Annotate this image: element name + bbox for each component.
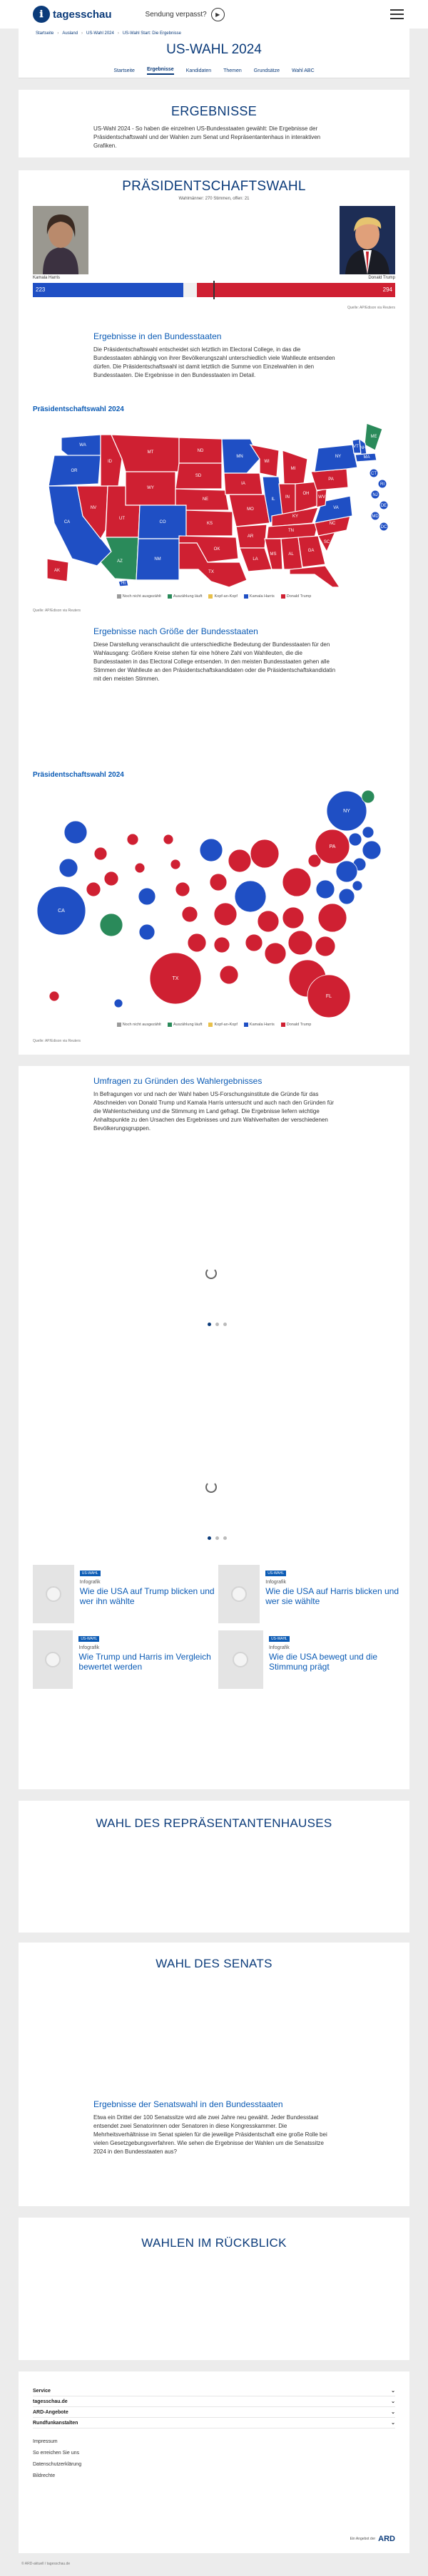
state-label-il: IL: [271, 497, 275, 502]
bubble-source: Quelle: AP/Edison via Reuters: [33, 1039, 81, 1043]
legend-item: Donald Trump: [281, 1023, 312, 1027]
polls-section: [19, 1066, 409, 1789]
play-icon: ▶: [211, 8, 225, 21]
state-label-md: MD: [372, 514, 379, 519]
bubble-az[interactable]: [100, 914, 123, 936]
bubble-sd[interactable]: [170, 859, 180, 869]
states-legend: [19, 594, 409, 599]
teaser-card[interactable]: [33, 1630, 218, 1689]
bubble-mo[interactable]: [214, 903, 237, 926]
polls-heading: Umfragen zu Gründen des Wahlergebnisses: [93, 1076, 263, 1086]
state-label-de: DE: [380, 504, 387, 508]
presidential-subtitle: Wahlmänner: 270 Stimmen, offen: 21: [178, 197, 250, 201]
menu-icon[interactable]: [390, 9, 404, 19]
size-text-block: [93, 626, 336, 683]
carousel-dots[interactable]: [208, 1323, 227, 1326]
us-states-map[interactable]: [33, 416, 395, 587]
bubble-ut[interactable]: [104, 871, 118, 886]
teaser-card[interactable]: [218, 1630, 404, 1689]
state-label-dc: DC: [380, 525, 387, 529]
loading-spinner: [205, 1268, 217, 1279]
bubble-label: FL: [325, 994, 332, 999]
electoral-bar: [33, 283, 395, 297]
breadcrumb-item[interactable]: Startseite: [36, 31, 54, 36]
missed-broadcast-label: Sendung verpasst?: [145, 10, 207, 19]
state-label-ky: KY: [292, 514, 299, 519]
breadcrumb-item[interactable]: Ausland: [62, 31, 78, 36]
logo-icon: ℹ: [33, 6, 50, 23]
state-label-nj: NJ: [372, 493, 378, 497]
states-text: Die Präsidentschaftswahl entscheidet sich letztlich im Electoral College, in das die Bundesstaaten abhängig von ihrer Bevölkerungszahl unterschiedlich viele Wahlleute entsenden dürfen. Die Präsidentschaftswahl ist damit letztlich die Summe von Einzelwahlen in den Bundesstaaten. Die Ergebnisse in den Bundesstaaten im Detail.: [93, 346, 335, 378]
breadcrumb: Startseite › Ausland › US-Wahl 2024 › US-Wahl Start: Die Ergebnisse: [36, 31, 181, 36]
state-label-nm: NM: [154, 557, 161, 562]
bubble-wi[interactable]: [228, 849, 251, 872]
senate-heading: WAHL DES SENATS: [156, 1957, 272, 1970]
bubble-or[interactable]: [59, 859, 78, 877]
legend-item: Noch nicht ausgezählt: [117, 1023, 161, 1027]
bubble-me[interactable]: [362, 790, 374, 803]
state-label-pa: PA: [328, 477, 334, 482]
states-heading: Ergebnisse in den Bundesstaaten: [93, 331, 222, 341]
presidential-source: Quelle: AP/Edison via Reuters: [347, 306, 395, 310]
bubble-la[interactable]: [220, 966, 238, 984]
footer-accordion[interactable]: ARD-Angebote ⌄: [33, 2407, 395, 2418]
teaser-image-placeholder: [33, 1565, 74, 1623]
bubble-ok[interactable]: [188, 933, 206, 952]
legend-item: Kamala Harris: [244, 594, 275, 599]
state-label-co: CO: [159, 520, 166, 524]
teaser-title: Wie die USA bewegt und die Stimmung prägt: [268, 1652, 378, 1672]
bubble-ky[interactable]: [282, 907, 304, 929]
bubble-nj[interactable]: [336, 861, 357, 882]
state-az[interactable]: [101, 537, 138, 580]
state-label-nd: ND: [197, 449, 204, 453]
state-label-ms: MS: [270, 552, 277, 557]
teaser-kicker: Infografik: [79, 1580, 101, 1585]
teaser-title: Wie die USA auf Trump blicken und wer ihn wählte: [79, 1586, 215, 1606]
state-label-az: AZ: [117, 559, 123, 564]
state-label-ar: AR: [247, 534, 254, 539]
bubble-label: PA: [329, 844, 336, 849]
state-label-wv: WV: [318, 495, 325, 500]
teaser-image-placeholder: [218, 1565, 260, 1623]
tab-themen[interactable]: Themen: [223, 68, 242, 73]
bubble-wy[interactable]: [135, 863, 145, 873]
legend-item: Kamala Harris: [244, 1023, 275, 1027]
bubble-ak[interactable]: [49, 991, 59, 1001]
section-nav: [19, 64, 409, 78]
size-heading: Ergebnisse nach Größe der Bundesstaaten: [93, 626, 258, 636]
bubble-va[interactable]: [316, 880, 335, 899]
tab-kandidaten[interactable]: Kandidaten: [185, 68, 212, 73]
footer-link[interactable]: Datenschutzerklärung: [33, 2461, 82, 2467]
state-label-ma: MA: [363, 455, 370, 460]
bubble-sc[interactable]: [315, 936, 335, 956]
teaser-title: Wie die USA auf Harris blicken und wer sie wählte: [265, 1586, 399, 1606]
house-heading: WAHL DES REPRÄSENTANTENHAUSES: [96, 1816, 332, 1830]
harris-votes: 223: [36, 286, 46, 293]
footer-accordion[interactable]: tagesschau.de ⌄: [33, 2396, 395, 2407]
review-section: [19, 2218, 409, 2360]
chevron-down-icon: ⌄: [391, 2421, 395, 2426]
ard-logo: ARD: [378, 2535, 395, 2543]
ard-prefix: Ein Angebot der: [350, 2537, 376, 2541]
bubble-mi[interactable]: [250, 839, 279, 868]
state-label-hi: HI: [121, 581, 126, 586]
bubble-al[interactable]: [265, 943, 286, 964]
bubble-ia[interactable]: [210, 874, 227, 891]
teaser-kicker: Infografik: [265, 1580, 287, 1585]
state-label-ri: RI: [380, 482, 384, 487]
bubble-legend: [19, 1023, 409, 1027]
states-text-block: [93, 331, 336, 380]
bubble-de[interactable]: [352, 881, 362, 891]
state-label-ca: CA: [63, 520, 71, 524]
majority-marker: [213, 281, 215, 299]
teaser-image-placeholder: [218, 1630, 263, 1689]
state-label-mi: MI: [290, 467, 296, 471]
trump-electoral-bar: [197, 283, 395, 297]
ard-badge[interactable]: [350, 2535, 395, 2543]
presidential-heading: PRÄSIDENTSCHAFTSWAHL: [122, 179, 306, 194]
senate-text-block: [93, 2099, 336, 2156]
copyright: © ARD-aktuell / tagesschau.de: [21, 2562, 71, 2566]
legend-item: Kopf-an-Kopf: [208, 594, 237, 599]
bubble-vt[interactable]: [349, 833, 362, 846]
bubble-md[interactable]: [339, 889, 355, 904]
state-label-mo: MO: [247, 507, 254, 512]
state-label-fl: FL: [312, 576, 317, 580]
breadcrumb-item[interactable]: US-Wahl 2024: [86, 31, 114, 36]
bubble-nv[interactable]: [86, 882, 101, 896]
tab-startseite[interactable]: Startseite: [113, 68, 135, 73]
breadcrumb-item: US-Wahl Start: Die Ergebnisse: [122, 31, 181, 36]
tab-grundsaetze[interactable]: Grundsätze: [253, 68, 280, 73]
bubble-tn[interactable]: [288, 931, 312, 955]
state-label-ne: NE: [202, 497, 209, 502]
bubble-nc[interactable]: [318, 904, 347, 932]
bubble-oh[interactable]: [282, 868, 311, 896]
bubble-map[interactable]: [33, 782, 395, 1018]
chevron-down-icon: ⌄: [391, 2410, 395, 2415]
results-heading: ERGEBNISSE: [170, 104, 258, 118]
state-label-va: VA: [333, 506, 339, 510]
state-label-nv: NV: [90, 506, 97, 510]
teaser-badge: US-WAHL: [265, 1571, 286, 1576]
legend-item: Noch nicht ausgezählt: [117, 594, 161, 599]
polls-text: In Befragungen vor und nach der Wahl haben US-Forschungsinstitute die Gründe für das Abschneiden von Donald Trump und Kamala Harris untersucht und auch nach den Gründen für die Wahlentscheidung und die Stimmung im Land gefragt. Die Ergebnisse liefern wichtige Anhaltspunkte zu den Ursachen des Ergebnisses und zum Wahlverhalten der verschiedenen Bevölkerungsgruppen.: [93, 1091, 335, 1132]
harris-electoral-bar: [33, 283, 183, 297]
logo-text: tagesschau: [53, 8, 112, 21]
states-map-title: Präsidentschaftswahl 2024: [33, 405, 124, 413]
teaser-card[interactable]: [218, 1565, 404, 1623]
bubble-co[interactable]: [138, 888, 156, 905]
bubble-mt[interactable]: [127, 834, 138, 845]
teaser-kicker: Infografik: [268, 1645, 290, 1650]
results-intro-text: US-Wahl 2024 - So haben die einzelnen US-Bundesstaaten gewählt: Die Ergebnisse der Präsidentschaftswahl und der Wahlen zum Senat und Repräsentantenhaus in interaktiven Grafiken.: [93, 125, 321, 149]
state-label-ny: NY: [335, 455, 342, 459]
teaser-title: Wie Trump und Harris im Vergleich bewertet werden: [78, 1652, 211, 1672]
state-label-sd: SD: [195, 474, 202, 478]
tab-ergebnisse[interactable]: Ergebnisse: [147, 67, 174, 75]
bubble-label: TX: [172, 976, 179, 981]
site-logo[interactable]: [33, 6, 112, 23]
site-header: [0, 0, 428, 29]
teaser-card[interactable]: [33, 1565, 218, 1623]
state-label-ia: IA: [241, 482, 245, 486]
tab-wahl-abc[interactable]: Wahl ABC: [291, 68, 315, 73]
page-title: US-WAHL 2024: [166, 42, 262, 57]
senate-text: Etwa ein Drittel der 100 Senatssitze wird alle zwei Jahre neu gewählt. Jeder Bundesstaat entsendet zwei Senatorinnen oder Senatoren in diese Kongresskammer. Die Mehrheitsverhältnisse im Senat spielen für die jeweilige Präsidentschaft eine große Rolle bei vielen Gesetzgebungsverfahren. Wie sehen die Ergebnisse der Wahlen um die Senatssitze 2024 in den Bundesstaaten aus?: [93, 2114, 327, 2155]
bubble-wa[interactable]: [64, 821, 87, 844]
senate-section: [19, 1943, 409, 2206]
bubble-label: CA: [58, 909, 65, 914]
state-label-me: ME: [370, 435, 377, 439]
review-heading: WAHLEN IM RÜCKBLICK: [141, 2236, 287, 2250]
footer-link[interactable]: So erreichen Sie uns: [33, 2450, 79, 2456]
state-label-wy: WY: [147, 486, 154, 490]
state-label-in: IN: [285, 495, 290, 500]
legend-item: Donald Trump: [281, 594, 312, 599]
house-section: [19, 1801, 409, 1933]
footer-link[interactable]: Bildrechte: [33, 2473, 56, 2478]
state-label-al: AL: [288, 552, 294, 557]
state-label-wa: WA: [79, 443, 86, 448]
state-label-ga: GA: [307, 549, 315, 553]
legend-item: Kopf-an-Kopf: [208, 1023, 237, 1027]
chevron-down-icon: ⌄: [391, 2399, 395, 2404]
state-label-or: OR: [71, 469, 78, 473]
footer-link[interactable]: Impressum: [33, 2438, 58, 2444]
bubble-in[interactable]: [258, 911, 279, 932]
state-label-mn: MN: [236, 455, 243, 459]
footer-accordion[interactable]: Rundfunkanstalten ⌄: [33, 2418, 395, 2428]
trump-votes: 294: [382, 286, 392, 293]
results-intro: [19, 90, 409, 157]
bubble-section: [19, 770, 409, 1055]
presidential-section: [19, 170, 409, 771]
state-label-la: LA: [253, 557, 258, 562]
bubble-il[interactable]: [235, 881, 266, 912]
state-label-nc: NC: [329, 522, 336, 526]
bubble-mn[interactable]: [200, 839, 223, 862]
senate-states-heading: Ergebnisse der Senatswahl in den Bundesstaaten: [93, 2099, 283, 2109]
state-label-ut: UT: [119, 517, 125, 521]
bubble-nm[interactable]: [139, 924, 155, 940]
title-block: [19, 29, 409, 78]
polls-text-block: [93, 1076, 336, 1133]
size-text: Diese Darstellung veranschaulicht die unterschiedliche Bedeutung der Bundesstaaten für den Wahlausgang: Größere Kreise stehen für eine höhere Zahl von Wahlleuten, die die Bundesstaaten in das Electoral College entsenden. In den meisten Bundesstaaten gehen alle Stimmen der Wahlleute an den Präsidentschaftskandidaten oder die Präsidentschaftskandidatin mit den meisten Stimmen.: [93, 641, 336, 682]
state-label-ok: OK: [213, 547, 220, 552]
teaser-kicker: Infografik: [78, 1645, 100, 1650]
state-label-tn: TN: [288, 529, 294, 533]
teaser-badge: US-WAHL: [78, 1636, 99, 1642]
state-label-sc: SC: [323, 540, 330, 544]
bubble-ms[interactable]: [245, 934, 263, 951]
harris-photo: [33, 206, 88, 274]
teaser-badge: US-WAHL: [80, 1571, 101, 1576]
teaser-badge: US-WAHL: [269, 1636, 290, 1642]
state-label-mt: MT: [147, 450, 154, 455]
harris-name: Kamala Harris: [33, 276, 61, 280]
bubble-ar[interactable]: [214, 937, 230, 953]
bubble-ks[interactable]: [182, 906, 198, 922]
trump-name: Donald Trump: [368, 276, 395, 280]
site-footer: [19, 2371, 409, 2553]
bubble-nd[interactable]: [163, 834, 173, 844]
bubble-ne[interactable]: [175, 882, 190, 896]
loading-spinner: [205, 1481, 217, 1493]
chevron-down-icon: ⌄: [391, 2389, 395, 2394]
trump-photo: [340, 206, 395, 274]
state-label-tx: TX: [208, 570, 214, 574]
state-label-id: ID: [108, 460, 112, 464]
state-label-ak: AK: [54, 569, 61, 573]
states-source: Quelle: AP/Edison via Reuters: [33, 609, 81, 613]
missed-broadcast-link[interactable]: [146, 8, 225, 21]
state-label-ct: CT: [371, 472, 377, 476]
carousel-dots[interactable]: [208, 1536, 227, 1540]
state-label-wi: WI: [264, 460, 270, 464]
state-label-nh: NH: [360, 446, 367, 450]
footer-accordion[interactable]: Service ⌄: [33, 2386, 395, 2396]
state-label-oh: OH: [302, 492, 310, 496]
legend-item: Auszählung läuft: [168, 1023, 203, 1027]
legend-item: Auszählung läuft: [168, 594, 203, 599]
bubble-label: NY: [343, 809, 350, 814]
state-label-ks: KS: [206, 522, 213, 526]
bubble-id[interactable]: [94, 847, 107, 860]
state-label-vt: VT: [353, 445, 359, 449]
bubble-ma[interactable]: [362, 841, 381, 859]
bubble-map-title: Präsidentschaftswahl 2024: [33, 771, 124, 779]
teaser-image-placeholder: [33, 1630, 73, 1689]
bubble-hi[interactable]: [114, 999, 123, 1008]
bubble-nh[interactable]: [362, 827, 374, 838]
